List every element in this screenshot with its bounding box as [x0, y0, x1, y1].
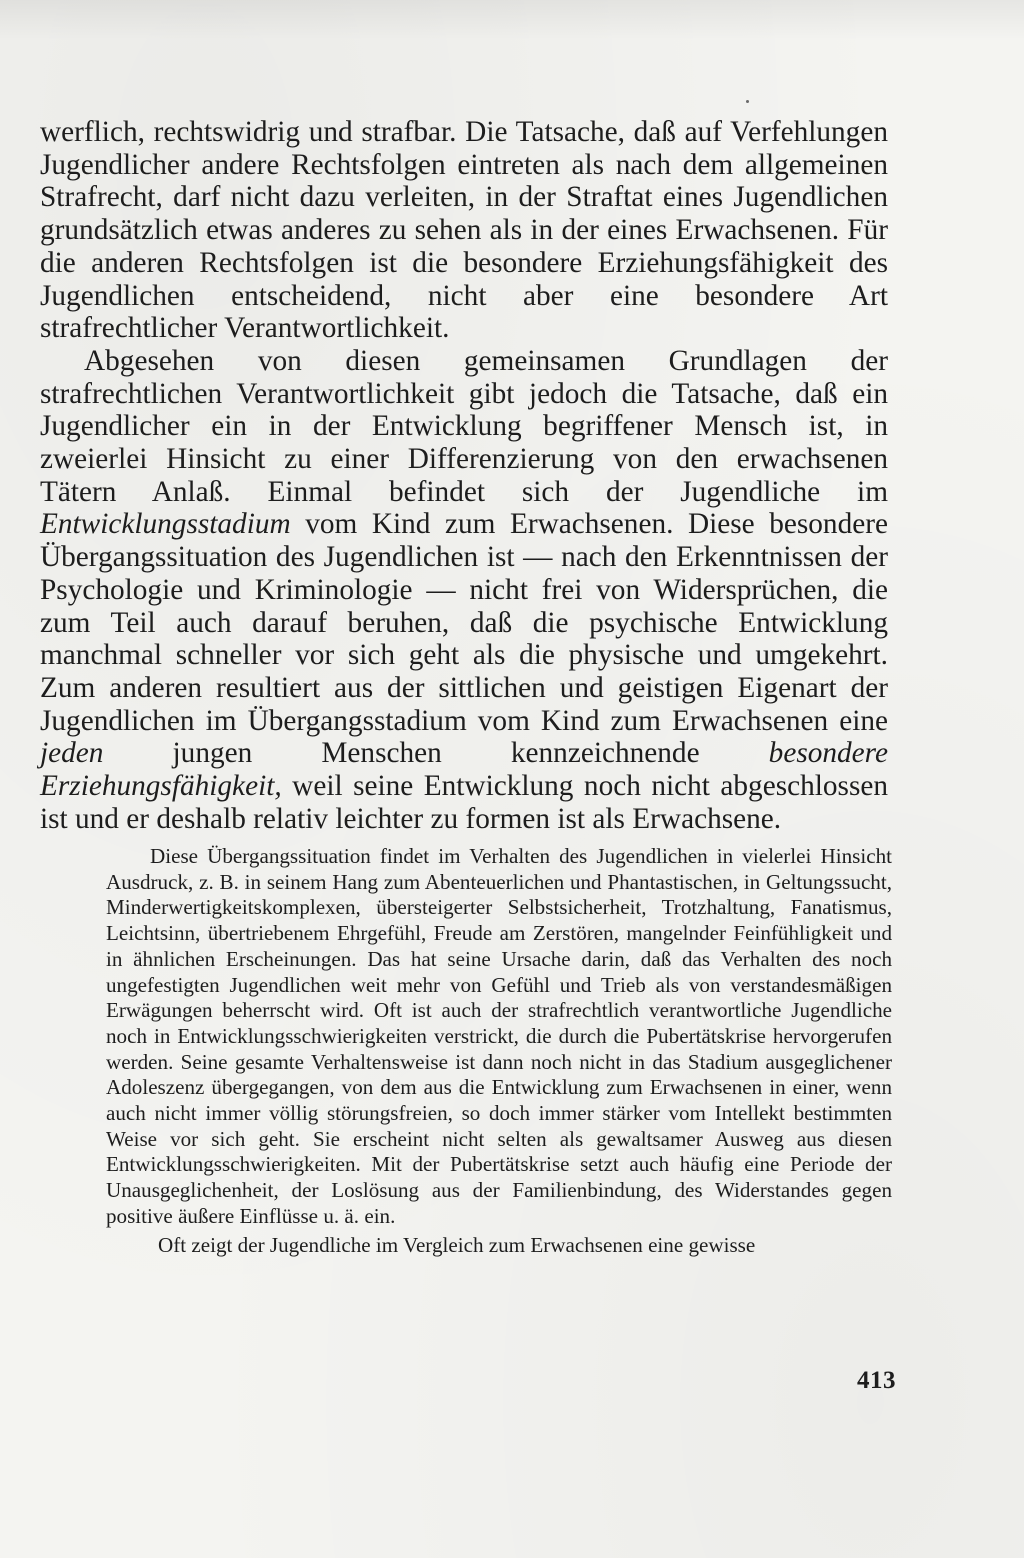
ink-speck	[746, 100, 749, 103]
small-print-block	[106, 844, 892, 1258]
paragraph-text: jungen Menschen kennzeichnende	[172, 737, 700, 770]
main-paragraph-2	[40, 345, 888, 836]
paragraph-text: Abgesehen von diesen gemeinsamen Grundlagen der strafrechtlichen Verantwortlichkeit gibt jedoch die Tatsache, daß ein Jugendlicher ein in der Entwicklung begriffener Mensch ist, in zweierlei Hinsicht zu einer Differenzierung von den erwachsenen Tätern Anlaß. Einmal befindet sich der Jugendliche im	[40, 344, 888, 508]
emphasis-text: jeden	[40, 737, 104, 770]
paragraph-text: weil seine Entwicklung noch nicht abgeschlossen ist und er deshalb relativ leichter zu formen ist als Erwachsene.	[40, 770, 888, 835]
small-paragraph-1: Diese Übergangssituation findet im Verhalten des Jugendlichen in vielerlei Hinsicht Ausdruck, z. B. in seinem Hang zum Abenteuerlichen und Phantastischen, in Geltungssucht, Minderwertigkeitskomplexen, übersteigerter Selbstsicherheit, Trotzhaltung, Fanatismus, Leichtsinn, übertriebenem Ehrgefühl, Freude am Zerstören, mangelnder Feinfühligkeit und in ähnlichen Erscheinungen. Das hat seine Ursache darin, daß das Verhalten des noch ungefestigten Jugendlichen weit mehr von Gefühl und Trieb als von verstandesmäßigen Erwägungen beherrscht wird. Oft ist auch der strafrechtlich verantwortliche Jugendliche noch in Entwicklungsschwierigkeiten verstrickt, die durch die Pubertätskrise hervorgerufen werden. Seine gesamte Verhaltensweise ist dann noch nicht in das Stadium ausgeglichener Adoleszenz übergegangen, von dem aus die Entwicklung zum Erwachsenen in einer, wenn auch nicht immer völlig störungsfreien, so doch immer stärker vom Intellekt bestimmten Weise vor sich geht. Sie erscheint nicht selten als gewaltsamer Ausweg aus diesen Entwicklungsschwierigkeiten. Mit der Pubertätskrise setzt auch häufig eine Periode der Unausgeglichenheit, der Loslösung aus der Familienbindung, des Widerstandes gegen positive äußere Einflüsse u. ä. ein.	[106, 844, 892, 1228]
emphasis-text: besondere Erziehungsfähigkeit,	[40, 737, 888, 803]
page-number: 413	[857, 1367, 896, 1394]
emphasis-text: Entwicklungsstadium	[40, 508, 291, 541]
main-text-block	[40, 116, 888, 835]
scan-shadow	[0, 0, 1024, 40]
small-paragraph-2: Oft zeigt der Jugendliche im Vergleich zum Erwachsenen eine gewisse	[158, 1232, 756, 1257]
main-paragraph-continued: werflich, rechtswidrig und strafbar. Die Tatsache, daß auf Verfehlungen Jugendlicher andere Rechtsfolgen eintreten als nach dem allgemeinen Strafrecht, darf nicht dazu verleiten, in der Straftat eines Jugendlichen grundsätzlich etwas anderes zu sehen als in der eines Erwachsenen. Für die anderen Rechtsfolgen ist die besondere Erziehungsfähigkeit des Jugendlichen entscheidend, nicht aber eine besondere Art strafrechtlicher Verantwortlichkeit.	[40, 116, 888, 345]
paragraph-text: vom Kind zum Erwachsenen. Diese besondere Übergangssituation des Jugendlichen ist — nach den Erkenntnissen der Psychologie und Kriminologie — nicht frei von Widersprüchen, die zum Teil auch darauf beruhen, daß die psychische Entwicklung manchmal schneller vor sich geht als die physische und umgekehrt. Zum anderen resultiert aus der sittlichen und geistigen Eigenart der Jugendlichen im Übergangsstadium vom Kind zum Erwachsenen eine	[40, 508, 888, 737]
